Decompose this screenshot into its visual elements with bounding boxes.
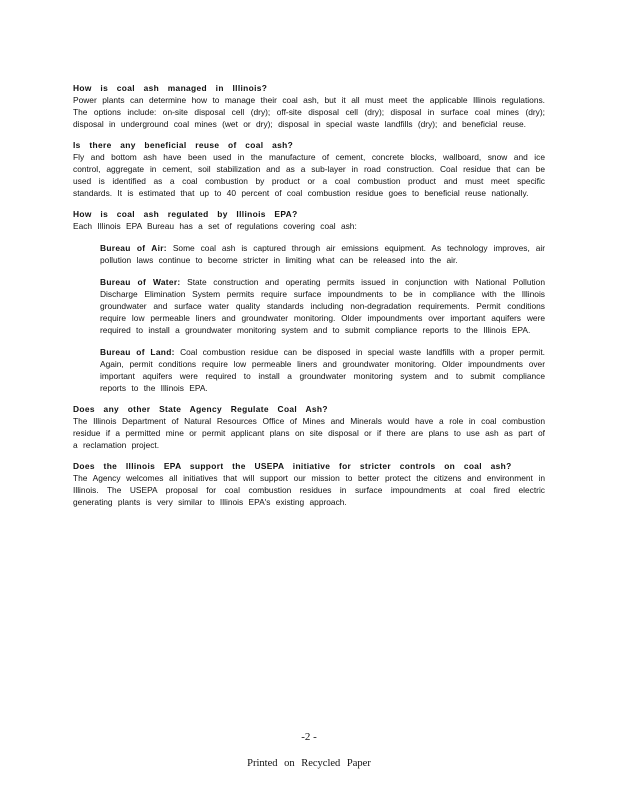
- faq-answer: Fly and bottom ash have been used in the manufacture of cement, concrete blocks, wallboard, snow and ice control, aggregate in cement, soil stabilization and as a sub-layer in road construction. Coal residue that can be used is identified as a coal combustion by product or a coal combustion product and must meet specific standards. It is estimated that up to 40 percent of coal combustion residue goes to beneficial reuse nationally.: [73, 152, 545, 198]
- bureau-text: State construction and operating permits issued in conjunction with National Pollution Discharge Elimination System permits require surface impoundments to be in compliance with the Illinois groundwater and surface water quality standards including non-degradation requirements. Permit conditions require low permeable liners and groundwater monitoring. Older impoundments over important aquifers were required to install a groundwater monitoring system and to submit compliance reports to the Illinois EPA.: [100, 277, 545, 335]
- faq-section-regulation: [73, 209, 545, 394]
- document-body: [73, 83, 545, 518]
- faq-section-management: [73, 83, 545, 130]
- bureau-label: Bureau of Air:: [100, 243, 167, 253]
- page-number: -2 -: [301, 731, 317, 743]
- faq-section-other-agency: [73, 404, 545, 451]
- faq-question: Does any other State Agency Regulate Coal Ash?: [73, 404, 328, 414]
- faq-section-reuse: [73, 140, 545, 199]
- bureau-text: Some coal ash is captured through air emissions equipment. As technology improves, air pollution laws continue to become stricter in limiting what can be released into the air.: [100, 243, 545, 265]
- faq-question: Is there any beneficial reuse of coal ash?: [73, 140, 294, 150]
- faq-answer: Each Illinois EPA Bureau has a set of regulations covering coal ash:: [73, 221, 357, 231]
- bureau-paragraph: [100, 242, 545, 266]
- bureau-water: [100, 276, 545, 336]
- bureau-label: Bureau of Water:: [100, 277, 181, 287]
- printed-note: Printed on Recycled Paper: [247, 758, 371, 769]
- faq-question: How is coal ash managed in Illinois?: [73, 83, 268, 93]
- faq-answer: The Illinois Department of Natural Resources Office of Mines and Minerals would have a role in coal combustion residue if a permitted mine or permit applicant plans on site disposal or if there are plans to use ash as part of a reclamation project.: [73, 416, 545, 450]
- bureau-land: [100, 346, 545, 394]
- faq-section-usepa: [73, 461, 545, 508]
- bureau-air: [100, 242, 545, 266]
- faq-answer: The Agency welcomes all initiatives that will support our mission to better protect the citizens and environment in Illinois. The USEPA proposal for coal combustion residues in surface impoundments at coal fired electric generating plants is very similar to Illinois EPA's existing approach.: [73, 473, 545, 507]
- bureau-paragraph: [100, 346, 545, 394]
- faq-answer: Power plants can determine how to manage their coal ash, but it all must meet the applicable Illinois regulations. The options include: on-site disposal cell (dry); off-site disposal cell (dry); disposal in surface coal mines (dry); disposal in underground coal mines (wet or dry); disposal in special waste landfills (dry); and beneficial reuse.: [73, 95, 545, 129]
- bureau-text: Coal combustion residue can be disposed in special waste landfills with a proper permit. Again, permit conditions require low permeable liners and groundwater monitoring. Older impoundments over important aquifers were required to install a groundwater monitoring system and to submit compliance reports to the Illinois EPA.: [100, 347, 545, 393]
- bureau-list: [100, 242, 545, 394]
- faq-question: Does the Illinois EPA support the USEPA initiative for stricter controls on coal ash?: [73, 461, 512, 471]
- faq-question: How is coal ash regulated by Illinois EPA?: [73, 209, 298, 219]
- bureau-paragraph: [100, 276, 545, 336]
- bureau-label: Bureau of Land:: [100, 347, 175, 357]
